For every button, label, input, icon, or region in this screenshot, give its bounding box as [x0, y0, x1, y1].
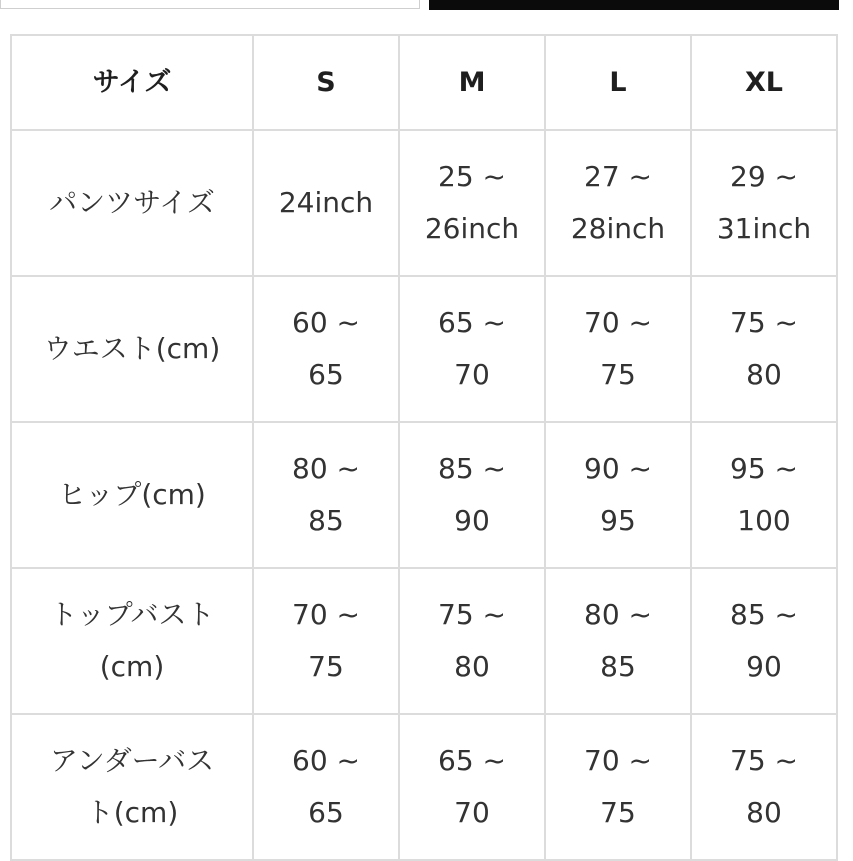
select-field[interactable]: [0, 0, 420, 9]
cell-value-line: 27 ~: [584, 160, 652, 193]
table-row-hip: [11, 422, 837, 568]
cell-top-bust-s: [253, 568, 399, 714]
row-label-line: パンツサイズ: [49, 186, 215, 219]
cell-value-line: 90 ~: [584, 452, 652, 485]
cell-pants-size-s: [253, 130, 399, 276]
row-label-under-bust: [11, 714, 253, 860]
row-label-hip: [11, 422, 253, 568]
cell-value-line: 65 ~: [438, 306, 506, 339]
cell-waist-l: [545, 276, 691, 422]
cell-value-line: 75: [600, 358, 636, 391]
cell-value-line: 24inch: [278, 186, 374, 219]
cell-value-line: 75: [308, 650, 344, 683]
cell-value-line: 25 ~: [438, 160, 506, 193]
cell-under-bust-s: [253, 714, 399, 860]
cell-value-line: 60 ~: [292, 306, 360, 339]
cell-waist-m: [399, 276, 545, 422]
size-table-body: [11, 130, 837, 860]
cell-value-line: 65: [308, 358, 344, 391]
table-row-top-bust: [11, 568, 837, 714]
cell-hip-s: [253, 422, 399, 568]
row-label-line: (cm): [99, 650, 165, 683]
row-label-line: ウエスト(cm): [43, 332, 221, 365]
cell-value-line: 70: [454, 358, 490, 391]
cell-top-bust-l: [545, 568, 691, 714]
cell-value-line: 75 ~: [438, 598, 506, 631]
cell-under-bust-l: [545, 714, 691, 860]
cell-value-line: 60 ~: [292, 744, 360, 777]
row-label-line: ト(cm): [85, 796, 179, 829]
cell-value-line: 90: [454, 504, 490, 537]
cell-value-line: 75: [600, 796, 636, 829]
cell-value-line: 90: [746, 650, 782, 683]
cell-value-line: 70 ~: [292, 598, 360, 631]
size-header-row: [11, 35, 837, 130]
cell-value-line: 80: [746, 796, 782, 829]
table-row-under-bust: [11, 714, 837, 860]
cell-value-line: 29 ~: [730, 160, 798, 193]
cell-top-bust-xl: [691, 568, 837, 714]
cell-pants-size-l: [545, 130, 691, 276]
cell-value-line: 75 ~: [730, 744, 798, 777]
table-row-pants-size: [11, 130, 837, 276]
cell-hip-m: [399, 422, 545, 568]
header-size-m: M: [399, 35, 545, 130]
cell-value-line: 85: [308, 504, 344, 537]
row-label-line: ヒップ(cm): [58, 478, 206, 511]
row-label-top-bust: [11, 568, 253, 714]
row-label-waist: [11, 276, 253, 422]
cell-value-line: 75 ~: [730, 306, 798, 339]
cell-value-line: 70 ~: [584, 744, 652, 777]
cell-value-line: 85 ~: [438, 452, 506, 485]
row-label-line: トップバスト: [49, 598, 215, 631]
row-label-line: アンダーバス: [49, 744, 215, 777]
cell-value-line: 100: [737, 504, 791, 537]
cell-top-bust-m: [399, 568, 545, 714]
cell-value-line: 70 ~: [584, 306, 652, 339]
cell-value-line: 80 ~: [584, 598, 652, 631]
cell-value-line: 70: [454, 796, 490, 829]
cell-under-bust-xl: [691, 714, 837, 860]
cell-value-line: 26inch: [424, 212, 520, 245]
cell-under-bust-m: [399, 714, 545, 860]
cell-value-line: 80: [454, 650, 490, 683]
cell-pants-size-m: [399, 130, 545, 276]
cell-hip-xl: [691, 422, 837, 568]
cell-value-line: 28inch: [570, 212, 666, 245]
header-size-xl: XL: [691, 35, 837, 130]
cell-value-line: 65 ~: [438, 744, 506, 777]
cell-value-line: 95 ~: [730, 452, 798, 485]
cell-hip-l: [545, 422, 691, 568]
top-bar: [0, 0, 853, 12]
cell-value-line: 65: [308, 796, 344, 829]
cell-value-line: 95: [600, 504, 636, 537]
cell-pants-size-xl: [691, 130, 837, 276]
cell-waist-xl: [691, 276, 837, 422]
cell-value-line: 85: [600, 650, 636, 683]
header-size-l: L: [545, 35, 691, 130]
header-size-label: サイズ: [11, 35, 253, 130]
cell-waist-s: [253, 276, 399, 422]
table-row-waist: [11, 276, 837, 422]
header-size-s: S: [253, 35, 399, 130]
cell-value-line: 80 ~: [292, 452, 360, 485]
cell-value-line: 31inch: [716, 212, 812, 245]
cell-value-line: 85 ~: [730, 598, 798, 631]
add-to-cart-button[interactable]: [429, 0, 839, 10]
cell-value-line: 80: [746, 358, 782, 391]
size-chart-table: [10, 34, 838, 861]
row-label-pants-size: [11, 130, 253, 276]
